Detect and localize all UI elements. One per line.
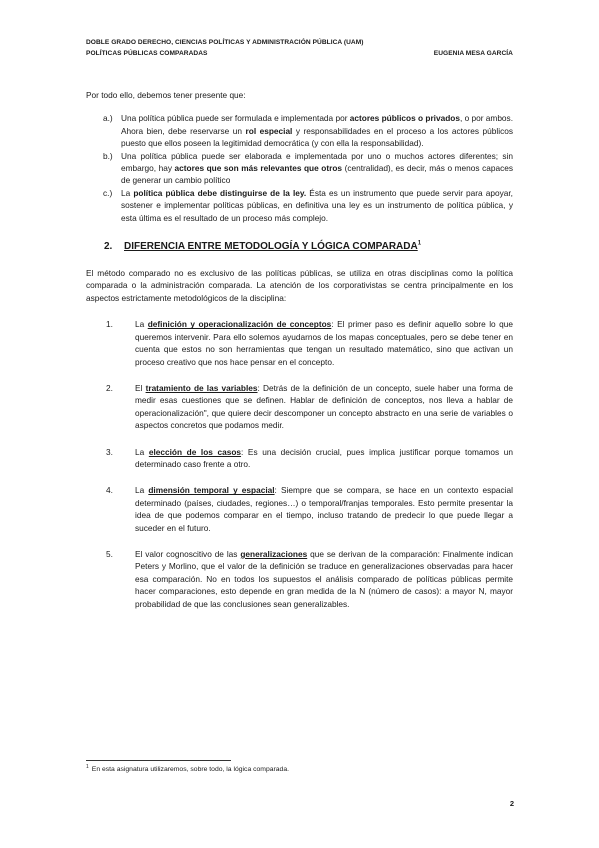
section-intro: El método comparado no es exclusivo de las políticas públicas, se utiliza en otras disciplinas como la política comparada o la administración comparada. La atención de los corporativistas se centra principalmente en los aspectos estrictamente metodológicos de la disciplina: <box>86 268 513 303</box>
list-item <box>86 187 513 224</box>
item-text: Una política pública puede ser formulada e implementada por <box>121 113 350 124</box>
footnote-number: 1 <box>86 763 89 770</box>
section-title: DIFERENCIA ENTRE METODOLOGÍA Y LÓGICA COMPARADA <box>124 241 418 253</box>
item-text: : El primer paso es definir aquello sobre lo que queremos intervenir. Para ello solemos ayudarnos de los mapas conceptuales, pero se debe tener en cuenta que estos no son herramientas que tengan un resultado matemático, sino que activan un proceso creativo que nos hace pensar en el concepto. <box>135 319 513 367</box>
list-marker: 5. <box>106 548 113 559</box>
footnote <box>86 765 289 775</box>
list-item <box>86 150 513 187</box>
header-author: EUGENIA MESA GARCÍA <box>433 50 513 57</box>
item-text: La <box>121 187 134 198</box>
item-text: El valor cognoscitivo de las <box>135 548 241 559</box>
list-marker: 1. <box>106 319 113 330</box>
item-text: La <box>135 485 149 496</box>
item-bold: rol especial <box>245 125 293 136</box>
section-number: 2. <box>104 241 113 253</box>
list-item <box>86 446 513 471</box>
page-body <box>86 89 513 624</box>
page-number: 2 <box>509 799 514 808</box>
page-header <box>86 37 513 59</box>
footnote-text: En esta asignatura utilizaremos, sobre todo, la lógica comparada. <box>91 766 290 773</box>
list-item <box>86 548 513 610</box>
list-item <box>86 484 513 534</box>
alpha-list <box>86 112 513 224</box>
item-bold: actores públicos o privados <box>349 113 460 124</box>
list-marker: 3. <box>106 446 113 457</box>
list-marker: b.) <box>103 150 113 161</box>
list-item <box>86 112 513 149</box>
item-term: tratamiento de las variables <box>145 382 258 393</box>
item-bold: política pública debe distinguirse de la ley. <box>133 187 307 198</box>
item-text: : Es una decisión crucial, pues implica justificar porque tomamos un determinado caso frente a otro. <box>135 446 513 469</box>
list-item <box>86 318 513 368</box>
section-heading <box>86 240 513 253</box>
header-degree: DOBLE GRADO DERECHO, CIENCIAS POLÍTICAS Y ADMINISTRACIÓN PÚBLICA (UAM) <box>86 39 364 46</box>
footnote-ref[interactable]: 1 <box>417 240 422 247</box>
list-marker: 4. <box>106 485 113 496</box>
header-course: POLÍTICAS PÚBLICAS COMPARADAS <box>86 50 208 57</box>
item-bold: actores que son más relevantes que otros <box>174 163 343 174</box>
list-marker: c.) <box>103 187 113 198</box>
footnote-divider <box>86 760 231 761</box>
item-text: Ésta es un instrumento que puede servir para apoyar, sostener e implementar políticas públicas, en definitiva una ley es un instrumento de política pública, y esta última es el resultado de un proceso más complejo. <box>121 187 513 223</box>
list-marker: 2. <box>106 382 113 393</box>
item-term: definición y operacionalización de conceptos <box>147 319 332 330</box>
item-text: : Detrás de la definición de un concepto, suele haber una forma de medir esas cuestiones que se definen. Hablar de definición de conceptos, nos lleva a hablar de operacionalización", que quiere decir descomponer un concepto abstracto en una serie de variables o aspectos concretos que podamos medir. <box>135 382 514 431</box>
item-text: (centralidad), es decir, más o menos capaces de generar un cambio político <box>121 163 514 186</box>
intro-text: Por todo ello, debemos tener presente que: <box>86 90 246 100</box>
item-term: generalizaciones <box>240 548 308 559</box>
list-marker: a.) <box>103 113 113 124</box>
item-text: , o por ambos. Ahora bien, debe reservarse un <box>121 113 514 136</box>
item-text: que se derivan de la comparación: Finalmente indican Peters y Morlino, que el valor de la definición se traduce en generalizaciones observadas para hacer esa comparación. No en todos los supuestos el análisis comparado de políticas públicas permite hacer comparaciones, esto depende en gran medida de la N (número de casos): a mayor N, mayor probabilidad de que las conclusiones sean generalizables. <box>135 548 513 609</box>
item-text: : Siempre que se compara, se hace en un contexto espacial determinado (países, ciudades, regiones…) o temporal/franjas temporales. Esto permite presentar la idea de que podemos comparar en el tiempo, incluso tratando de predecir lo que puede llegar a suceder en el futuro. <box>135 485 513 533</box>
item-text: La <box>135 319 148 330</box>
item-term: dimensión temporal y espacial <box>148 485 275 496</box>
item-text: y responsabilidades en el proceso a los actores públicos puesto que ellos poseen la legitimidad democrática (y con ella la responsabilidad). <box>121 125 513 149</box>
numbered-list <box>86 318 513 610</box>
item-text: El <box>135 382 146 393</box>
item-text: La <box>135 446 149 457</box>
item-term: elección de los casos <box>148 446 242 457</box>
item-text: Una política pública puede ser elaborada e implementada por uno o muchos actores diferentes; sin embargo, hay <box>121 150 513 174</box>
list-item <box>86 382 513 432</box>
